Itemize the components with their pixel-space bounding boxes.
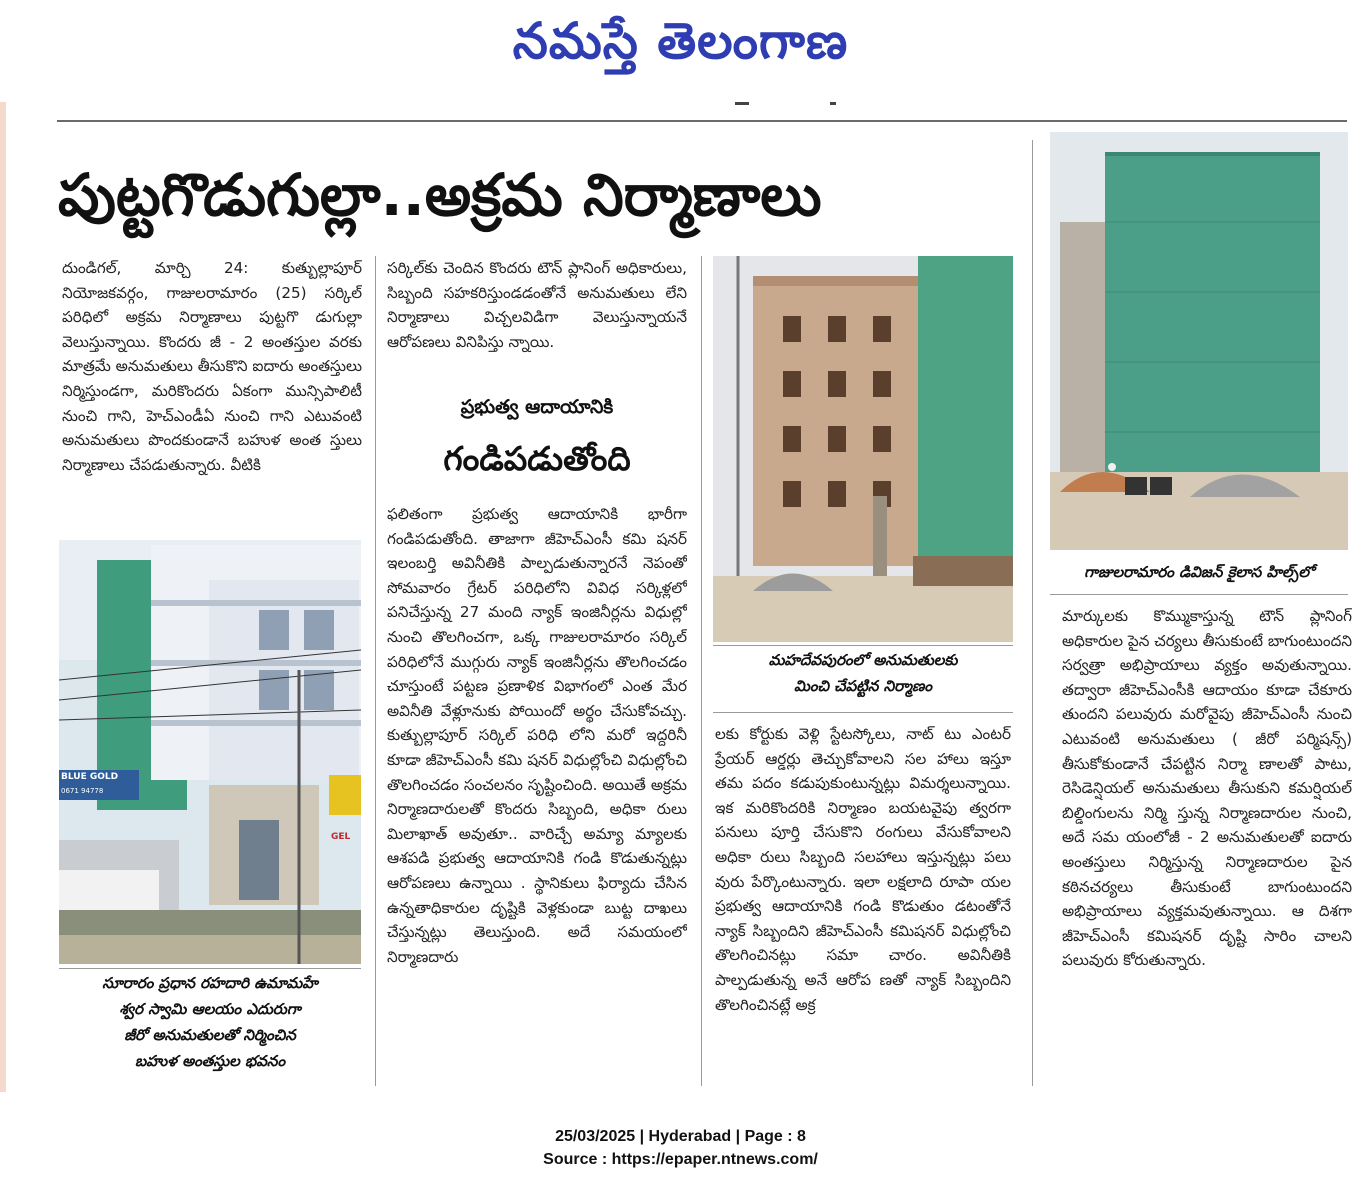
caption-line: సూరారం ప్రధాన రహదారి ఉమామహే: [102, 974, 318, 992]
caption-left-photo: [59, 970, 361, 1074]
shop-phone-text: 0671 94778: [61, 787, 104, 795]
photo-kailasa-hills-building: [1050, 132, 1348, 550]
paragraph: ఫలితంగా ప్రభుత్వ ఆదాయానికి భారీగా గండిపడుతోంది. తాజాగా జీహెచ్ఎంసీ కమి షనర్ ఇలంబర్తి అవినీతికి పాల్పడుతున్నారనే నెపంతో సోమవారం గ్రేటర్ పరిధిలోని వివిధ సర్కిళ్లలో పనిచేస్తున్న 27 మంది న్యాక్ ఇంజినీర్లను విధుల్లో నుంచి తొలగించగా, ఒక్క గాజులరామారం సర్కిల్ పరిధిలోనే ముగ్గురు న్యాక్ ఇంజినీర్లను తొలగించడం చూస్తుంటే పట్టణ ప్రణాళిక విభాగంలో ఎంత మేర అవినీతి వేళ్లూనుకు పోయిందో అర్థం చేసుకోవచ్చు. కుత్బుల్లాపూర్ సర్కిల్ పరిధి లోని మరో ఇద్దరినీ కూడా జీహెచ్ఎంసీ కమి షనర్ విధుల్లోంచి విధుల్లోంచి తొలగించడం సంచలనం సృష్టించింది. అయితే అక్రమ నిర్మాణదారులతో కొందరు సిబ్బంది, అధికా రులు మిలాఖాత్ అవుతూ.. వారిచ్చే అమ్యా మ్యాలకు ఆశపడి ప్రభుత్వ ఆదాయానికి గండి కొడుతున్నట్లు ఆరోపణలు ఉన్నాయి . స్థానికులు ఫిర్యాదు చేసిన ఉన్నతాధికారుల దృష్టికి వెళ్లకుండా బుట్ట దాఖలు చేస్తున్నట్లు తెలుస్తుంది. అదే సమయంలో నిర్మాణదారు: [387, 505, 687, 966]
article-column-2-top: [387, 256, 687, 381]
article-column-3: [715, 722, 1011, 1087]
caption-rule: [59, 968, 361, 969]
header-mark: [830, 102, 836, 105]
subheading-large: గండిపడుతోంది: [443, 439, 631, 478]
photo-suraram-building: [59, 540, 361, 964]
photo-illustration: [59, 540, 361, 964]
column-divider: [1032, 140, 1033, 1086]
shop-sign-text: BLUE GOLD: [61, 772, 119, 782]
gel-sign-text: GEL: [331, 832, 351, 842]
caption-line: జీరో అనుమతులతో నిర్మించిన: [124, 1026, 296, 1044]
photo-mahadevapuram-building: [713, 256, 1013, 642]
photo-illustration: [1050, 132, 1348, 550]
caption-rule: [1050, 594, 1348, 595]
caption-rule: [713, 645, 1013, 646]
article-column-4: [1062, 604, 1352, 1096]
article-headline: పుట్టగొడుగుల్లా..అక్రమ నిర్మాణాలు: [58, 161, 822, 229]
column-divider: [375, 256, 376, 1086]
header-rule: [57, 120, 1347, 122]
footer-date-line: 25/03/2025 | Hyderabad | Page : 8: [555, 1128, 806, 1145]
masthead-logo: నమస్తే తెలంగాణ: [512, 12, 849, 70]
caption-line: బహుళ అంతస్తుల భవనం: [134, 1052, 286, 1070]
article-column-2-body: [387, 502, 687, 1087]
page-margin-strip: [0, 102, 6, 1092]
article-column-1: [62, 256, 362, 526]
paragraph: లకు కోర్టుకు వెళ్లి స్టేటస్కోలు, నాట్ టు ఎంటర్ ప్రేయర్ ఆర్డర్లు తెచ్చుకోవాలని సల హాలు ఇస్తూ తమ పదం కడుపుకుంటున్నట్లు విమర్శలున్నాయి. ఇక మరికొందరికి నిర్మాణం బయటవైపు త్వరగా పనులు పూర్తి చేసుకొని రంగులు వేసుకోవాలని అధికా రులు సిబ్బంది సలహాలు ఇస్తున్నట్లు పలు వురు పేర్కొంటున్నారు. ఇలా లక్షలాది రూపా యల ప్రభుత్వ ఆదాయానికి గండి కొడుతుం డటంతోనే న్యాక్ సిబ్బందిని జీహెచ్ఎంసీ కమిషనర్ విధుల్లోంచి తొలగించినట్లు సమా చారం. అవినీతికి పాల్పడుతున్న అనే ఆరోప ణతో న్యాక్ సిబ్బందిని తొలగించినట్లే అక్ర: [715, 725, 1011, 1014]
subheading-small: ప్రభుత్వ ఆదాయానికి: [460, 396, 614, 418]
caption-line: గాజులరామారం డివిజన్ కైలాస హిల్స్‌లో: [1084, 563, 1314, 581]
footer-source-link[interactable]: Source : https://epaper.ntnews.com/: [543, 1151, 818, 1168]
paragraph: దుండిగల్, మార్చి 24: కుత్బుల్లాపూర్ నియోజకవర్గం, గాజులరామారం (25) సర్కిల్ పరిధిలో అక్రమ నిర్మాణాలు పుట్టగొ డుగుల్లా వెలుస్తున్నాయి. కొందరు జీ - 2 అంతస్తుల వరకు మాత్రమే అనుమతులు తీసుకొని ఐదారు అంతస్తులు నిర్మిస్తుండగా, మరికొందరు ఏకంగా మున్సిపాలిటీ నుంచి గాని, హెచ్ఎండీఏ నుంచి గాని ఎటువంటి అనుమతులు పొందకుండానే బహుళ అంత స్తులు నిర్మాణాలు చేపడుతున్నారు. వీటికి: [62, 259, 362, 474]
paragraph: సర్కిల్‌కు చెందిన కొందరు టౌన్ ప్లానింగ్ అధికారులు, సిబ్బంది సహకరిస్తుండడంతోనే అనుమతులు లేని నిర్మాణాలు విచ్చలవిడిగా వెలుస్తున్నాయనే ఆరోపణలు వినిపిస్తు న్నాయి.: [387, 259, 687, 351]
paragraph: మార్కులకు కొమ్ముకాస్తున్న టౌన్ ప్లానింగ్ అధికారుల పైన చర్యలు తీసుకుంటే బాగుంటుందని సర్వత్రా అభిప్రాయాలు వ్యక్తం అవుతున్నాయి. తద్వారా జీహెచ్ఎంసీకి ఆదాయం కూడా చేకూరు తుందని పలువురు మరోవైపు జీహెచ్ఎంసీ నుంచి ఎటువంటి అనుమతులు ( జీరో పర్మిషన్స్) తీసుకోకుండానే చేపట్టిన నిర్మా ణాలతో పాటు, రెసిడెన్షియల్ అనుమతులు తీసుకుని కమర్షియల్ బిల్డింగులను నిర్మి స్తున్న నిర్మాణదారుల నుంచి, అదే సమ యంలోజీ - 2 అనుమతులతో ఐదారు అంతస్తులు నిర్మిస్తున్న నిర్మాణదారుల పైన కఠినచర్యలు తీసుకుంటే బాగుంటుందని అభిప్రాయాలు వ్యక్తమవుతున్నాయి. ఆ దిశగా జీహెచ్ఎంసీ కమిషనర్ దృష్టి సారిం చాలని పలువురు కోరుతున్నారు.: [1062, 607, 1352, 970]
caption-line: మహదేవపురంలో అనుమతులకు: [768, 651, 958, 669]
header-mark: [735, 102, 749, 105]
caption-line: శ్వర స్వామి ఆలయం ఎదురుగా: [119, 1000, 301, 1018]
caption-right-photo: [1050, 559, 1348, 585]
caption-center-photo: [713, 647, 1013, 699]
photo-illustration: [713, 256, 1013, 642]
caption-line: మించి చేపట్టిన నిర్మాణం: [794, 677, 932, 695]
column-divider: [701, 256, 702, 1086]
caption-rule: [713, 712, 1013, 713]
